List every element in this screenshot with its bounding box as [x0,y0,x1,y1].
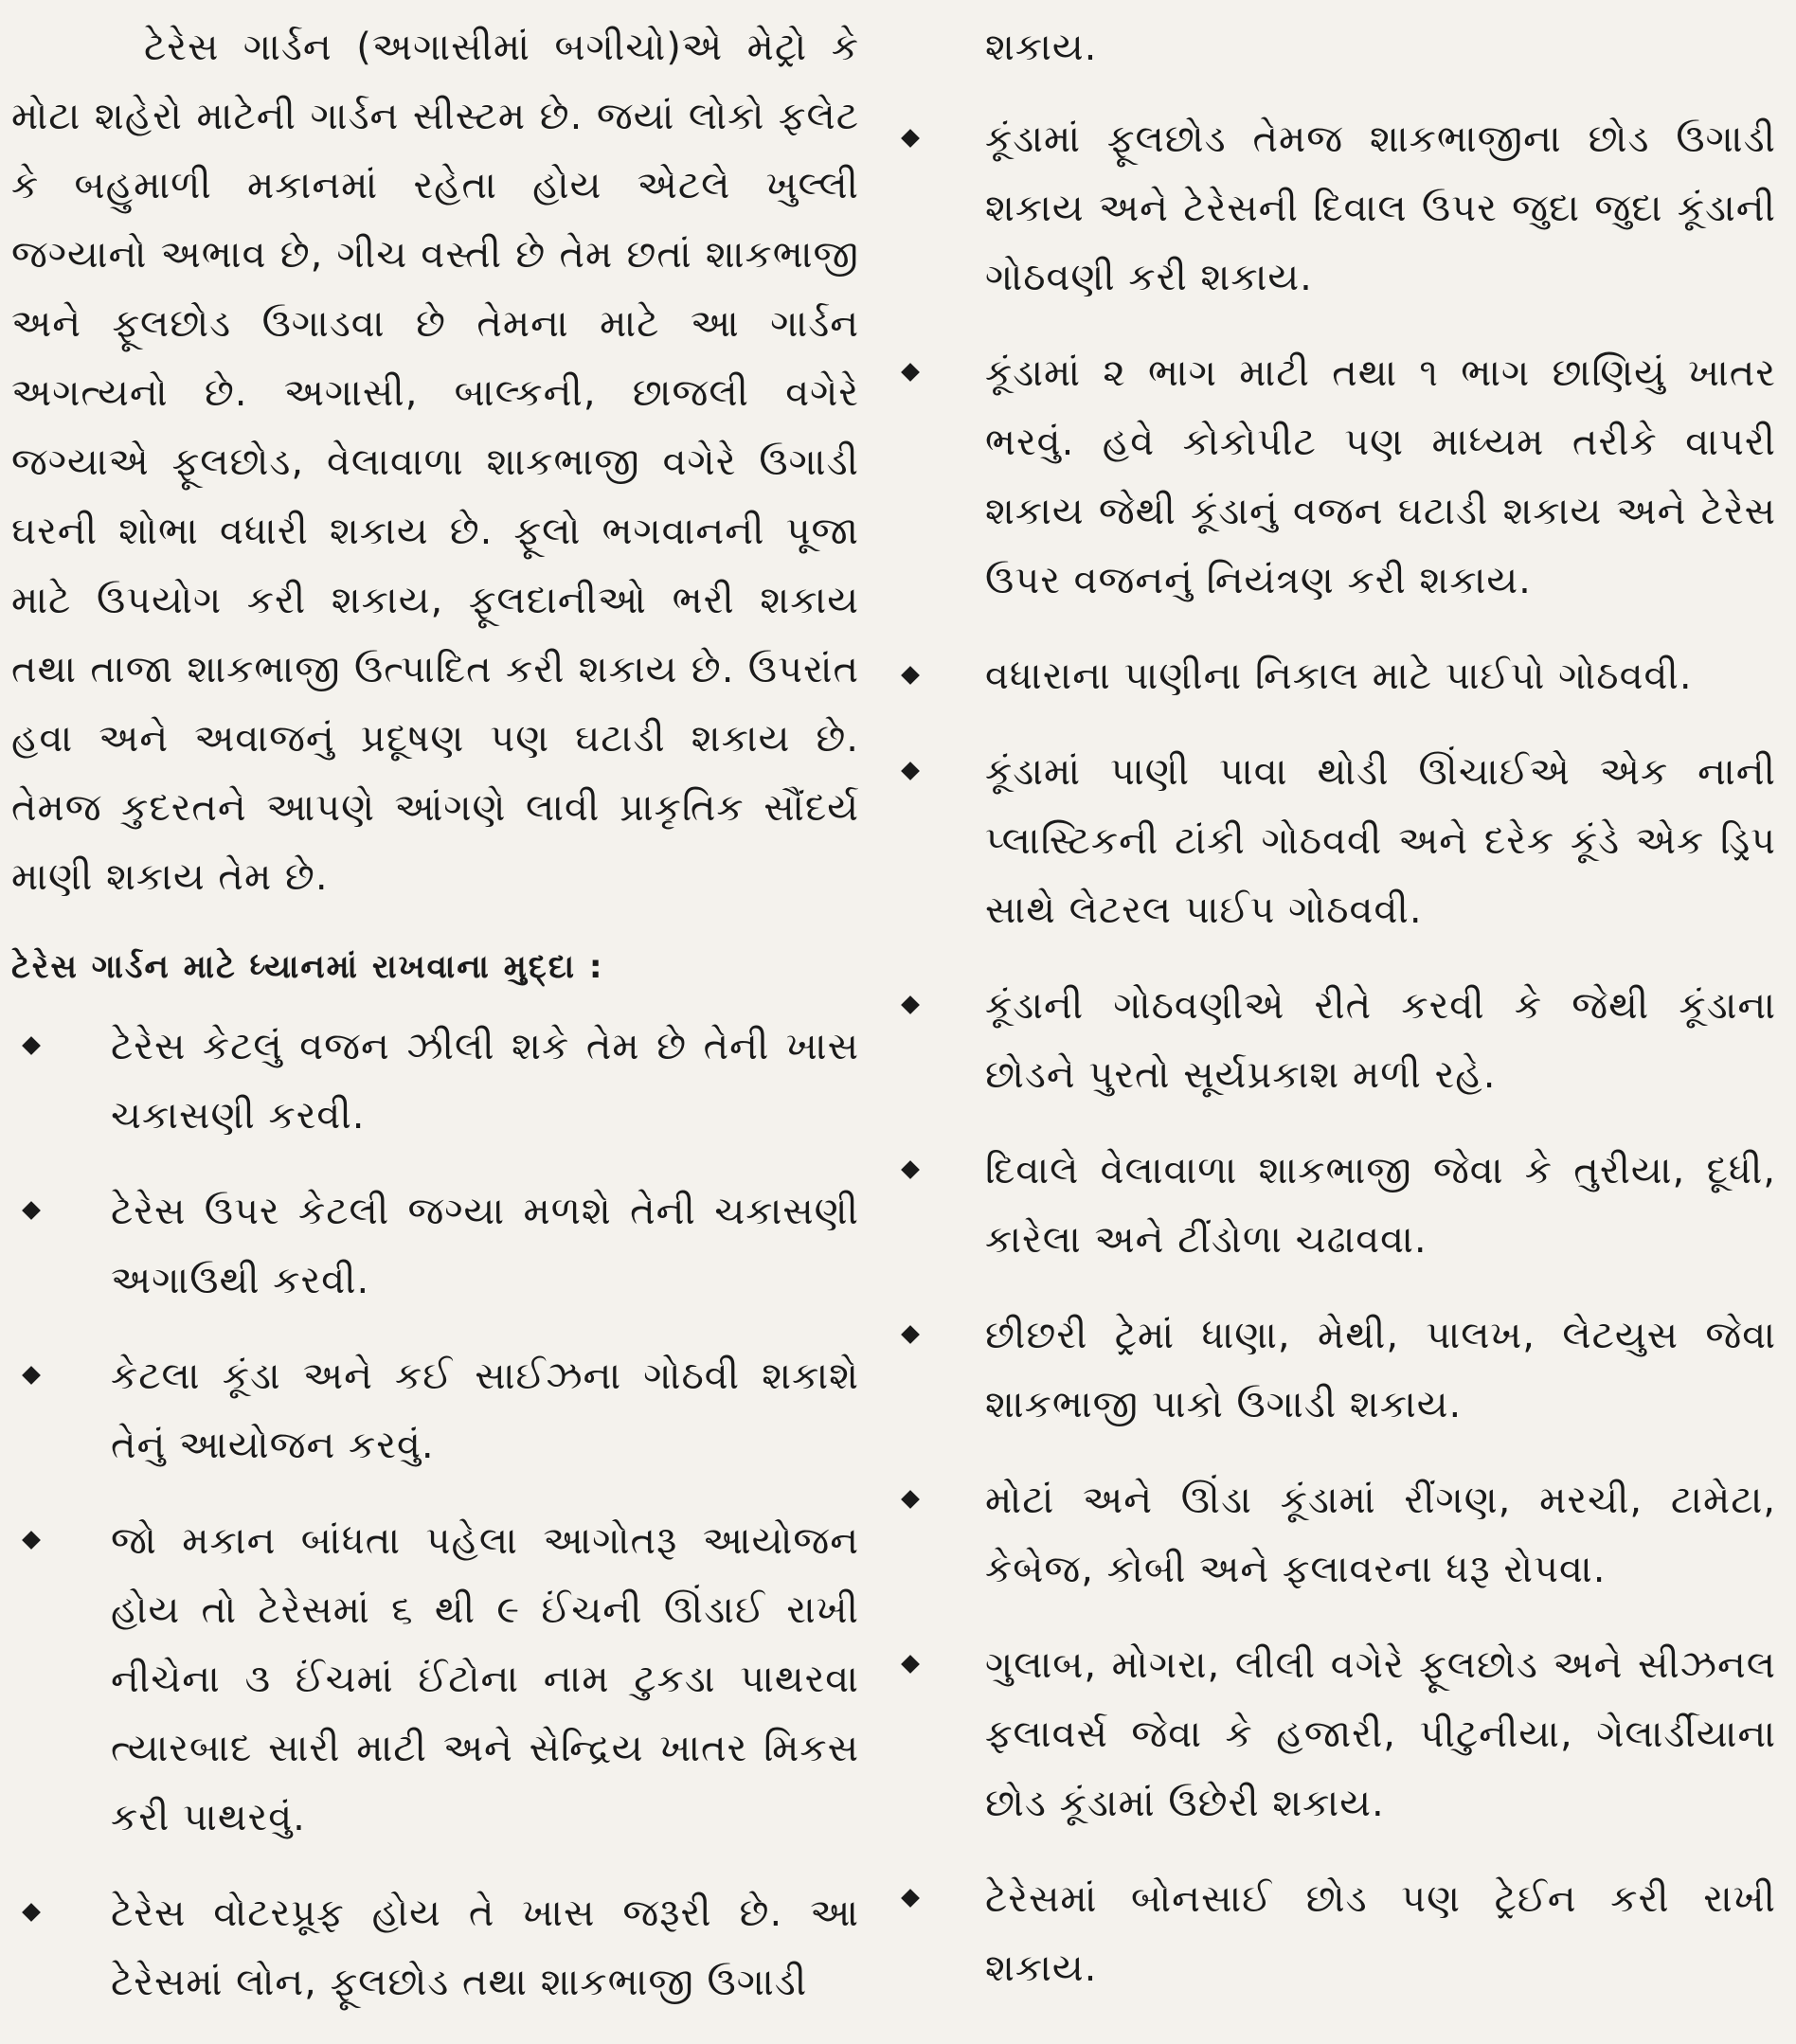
diamond-bullet-icon [22,1366,41,1385]
list-item-text: ટેરેસ વોટરપ્રૂફ હોય તે ખાસ જરૂરી છે. આ ટેરેસમાં લોન, ફૂલછોડ તથા શાકભાજી ઉગાડી [111,1892,859,2004]
continued-text: શકાય. [985,26,1098,69]
diamond-bullet-icon [22,1201,41,1220]
list-item-text: ગુલાબ, મોગરા, લીલી વગેરે ફૂલછોડ અને સીઝનલ ફલાવર્સ જેવા કે હજારી, પીટુનીયા, ગેલાર્ડીયાના છોડ કૂંડામાં ઉછેરી શકાય. [985,1643,1776,1825]
list-item-text: છીછરી ટ્રેમાં ધાણા, મેથી, પાલખ, લેટયુસ જેવા શાકભાજી પાકો ઉગાડી શકાય. [985,1314,1776,1426]
list-item-text: દિવાલે વેલાવાળા શાકભાજી જેવા કે તુરીયા, દૂધી, કારેલા અને ટીંડોળા ચઢાવવા. [985,1149,1776,1262]
diamond-bullet-icon [901,1889,920,1908]
list-item [890,105,1776,313]
diamond-bullet-icon [22,1036,41,1055]
list-item [11,1879,859,2017]
diamond-bullet-icon [901,1490,920,1509]
diamond-bullet-icon [901,762,920,780]
list-item [890,339,1776,616]
list-item [890,1865,1776,2003]
list-item [890,972,1776,1110]
list-item [890,1301,1776,1440]
list-item-text: કૂંડામાં પાણી પાવા થોડી ઊંચાઈએ એક નાની પ્લાસ્ટિકની ટાંકી ગોઠવવી અને દરેક કૂંડે એક ડ્રિપ સાથે લેટરલ પાઈપ ગોઠવવી. [985,750,1776,932]
intro-paragraph: ટેરેસ ગાર્ડન (અગાસીમાં બગીચો)એ મેટ્રો કે મોટા શહેરો માટેની ગાર્ડન સીસ્ટમ છે. જયાં લોકો ફલેટ કે બહુમાળી મકાનમાં રહેતા હોય એટલે ખુલ્લી જગ્યાનો અભાવ છે, ગીચ વસ્તી છે તેમ છતાં શાકભાજી અને ફૂલછોડ ઉગાડવા છે તેમના માટે આ ગાર્ડન અગત્યનો છે. અગાસી, બાલ્કની, છાજલી વગેરે જગ્યાએ ફૂલછોડ, વેલાવાળા શાકભાજી વગેરે ઉગાડી ઘરની શોભા વધારી શકાય છે. ફૂલો ભગવાનની પૂજા માટે ઉપયોગ કરી શકાય, ફૂલદાનીઓ ભરી શકાય તથા તાજા શાકભાજી ઉત્પાદિત કરી શકાય છે. ઉપરાંત હવા અને અવાજનું પ્રદૂષણ પણ ઘટાડી શકાય છે. તેમજ કુદરતને આપણે આંગણે લાવી પ્રાકૃતિક સૌંદર્ય માણી શકાય તેમ છે. [11,26,859,899]
list-item-text: કેટલા કૂંડા અને કઈ સાઈઝના ગોઠવી શકાશે તેનું આયોજન કરવું. [111,1354,859,1467]
list-item [890,1466,1776,1605]
diamond-bullet-icon [901,1160,920,1179]
diamond-bullet-icon [22,1531,41,1550]
list-item [11,1342,859,1480]
list-item [890,642,1776,711]
list-item-text: જો મકાન બાંધતા પહેલા આગોતરૂ આયોજન હોય તો ટેરેસમાં ૬ થી ૯ ઈંચની ઊંડાઈ રાખી નીચેના ૩ ઈંચમાં ઈંટોના નામ ટુકડા પાથરવા ત્યારબાદ સારી માટી અને સેન્દ્રિય ખાતર મિકસ કરી પાથરવું. [111,1519,859,1839]
list-item-text: કૂંડાની ગોઠવણીએ રીતે કરવી કે જેથી કૂંડાના છોડને પુરતો સૂર્યપ્રકાશ મળી રહે. [985,984,1776,1097]
list-item [11,1013,859,1151]
list-item-text: ટેરેસ ઉપર કેટલી જગ્યા મળશે તેની ચકાસણી અગાઉથી કરવી. [111,1190,859,1302]
list-item [11,1177,859,1316]
diamond-bullet-icon [901,1655,920,1674]
list-item-text: વધારાના પાણીના નિકાલ માટે પાઈપો ગોઠવવી. [985,654,1693,698]
list-item [11,1507,859,1853]
list-item-text: ટેરેસ કેટલું વજન ઝીલી શકે તેમ છે તેની ખાસ ચકાસણી કરવી. [111,1025,859,1138]
diamond-bullet-icon [22,1903,41,1922]
left-bullet-list [11,1013,859,2017]
list-item-text: કૂંડામાં ૨ ભાગ માટી તથા ૧ ભાગ છાણિયું ખાતર ભરવું. હવે કોકોપીટ પણ માધ્યમ તરીકે વાપરી શકાય જેથી કૂંડાનું વજન ઘટાડી શકાય અને ટેરેસ ઉપર વજનનું નિયંત્રણ કરી શકાય. [985,351,1776,602]
list-item-text: કૂંડામાં ફૂલછોડ તેમજ શાકભાજીના છોડ ઉગાડી શકાય અને ટેરેસની દિવાલ ઉપર જુદા જુદા કૂંડાની ગોઠવણી કરી શકાય. [985,117,1776,299]
left-column [11,13,859,2044]
list-item-text: ટેરેસમાં બોનસાઈ છોડ પણ ટ્રેઈન કરી રાખી શકાય. [985,1877,1776,1990]
right-column [890,13,1776,2030]
list-item [890,738,1776,945]
diamond-bullet-icon [901,129,920,148]
list-item-text: મોટાં અને ઊંડા કૂંડામાં રીંગણ, મરચી, ટામેટા, કેબેજ, કોબી અને ફલાવરના ધરૂ રોપવા. [985,1479,1776,1591]
diamond-bullet-icon [901,995,920,1014]
diamond-bullet-icon [901,666,920,685]
right-bullet-list [890,105,1776,2003]
section-heading: ટેરેસ ગાર્ડન માટે ધ્યાનમાં રાખવાના મુદ્દા : [11,948,604,986]
list-item [890,1631,1776,1838]
diamond-bullet-icon [901,1325,920,1344]
diamond-bullet-icon [901,363,920,382]
list-item [890,1137,1776,1275]
